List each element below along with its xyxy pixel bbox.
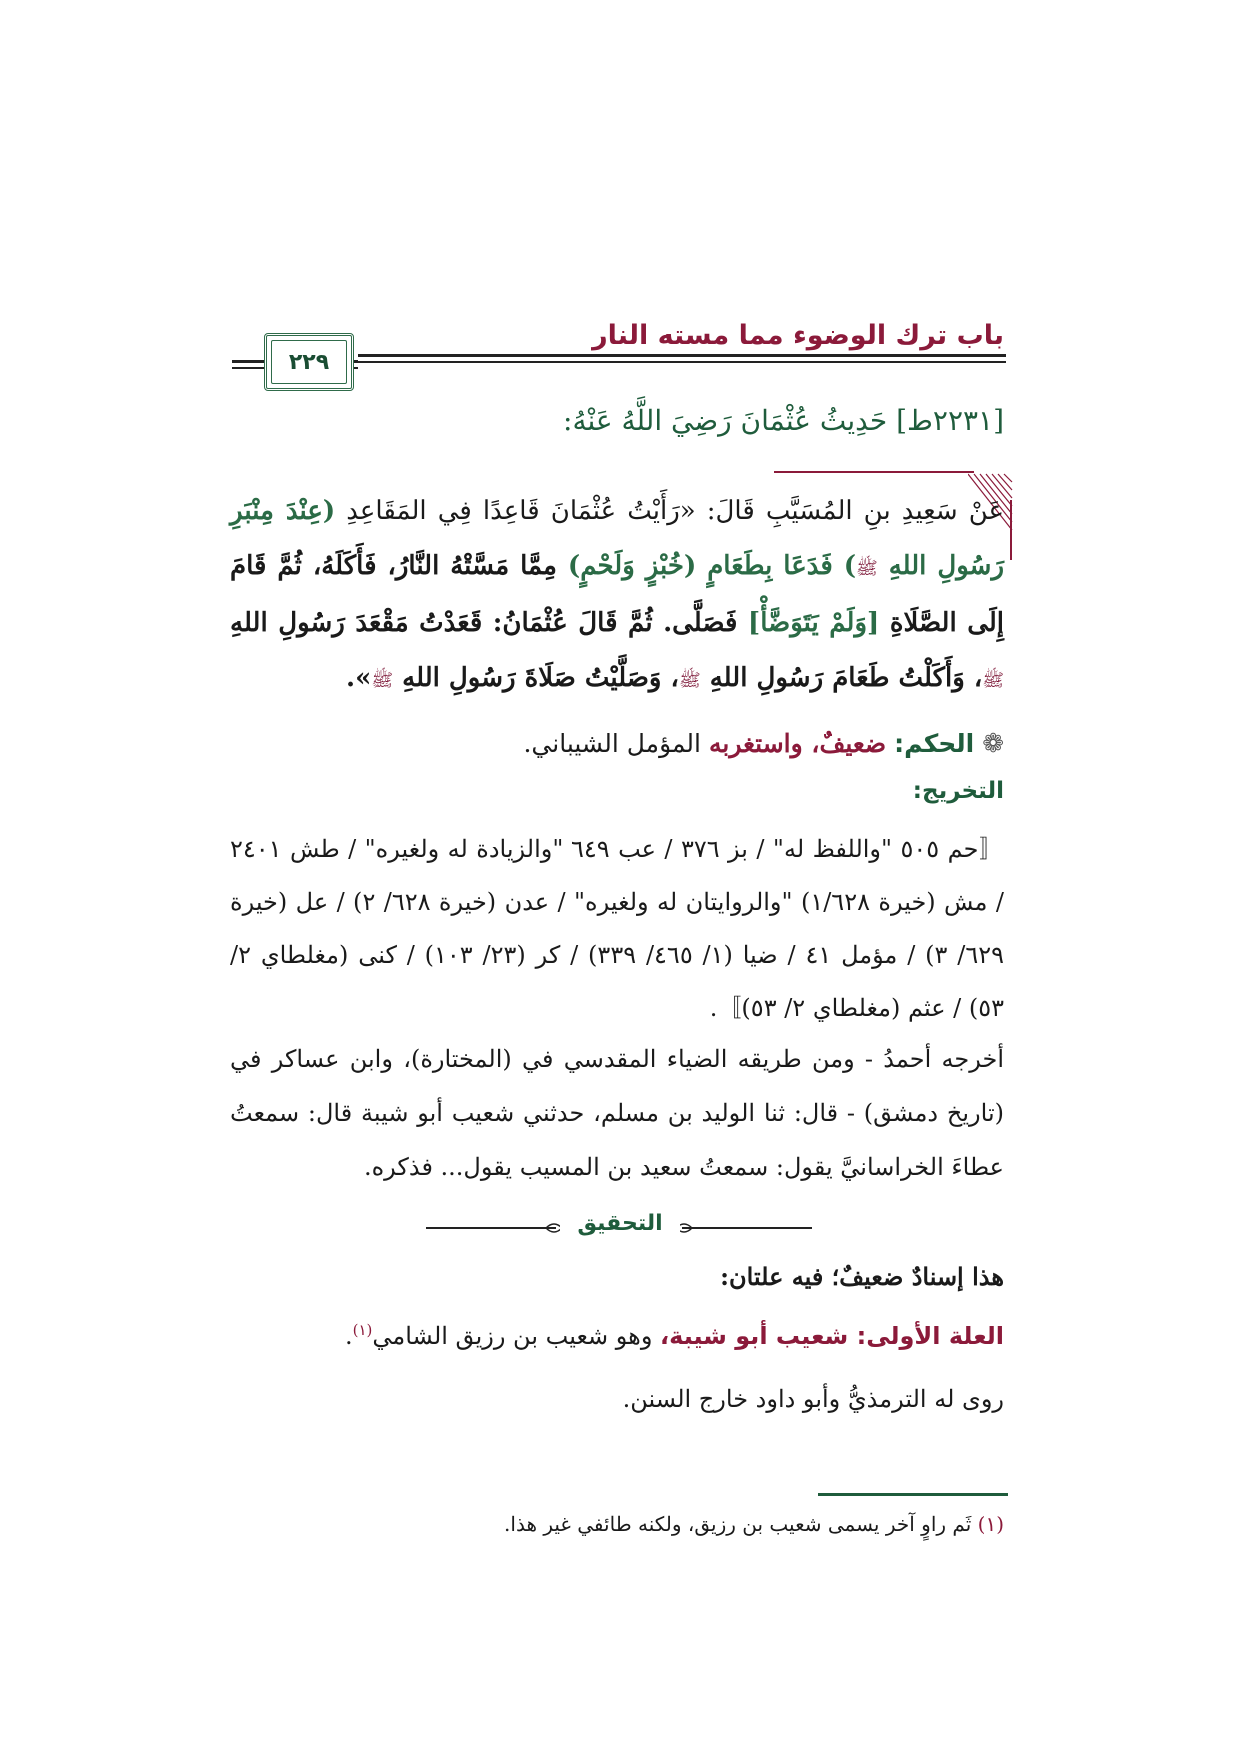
hukm-text: المؤمل الشيباني. (523, 729, 709, 758)
matn-text: مِمَّا مَسَّتْهُ النَّارُ، فَأَكَلَهُ، ثُمَّ قَامَ إِلَى الصَّلَاةِ (230, 551, 1005, 638)
salawat-glyph: ﷺ (371, 670, 394, 691)
rawa-line: روى له الترمذيُّ وأبو داود خارج السنن. (622, 1385, 1004, 1413)
ikhraj-paragraph: أخرجه أحمدُ - ومن طريقه الضياء المقدسي في (المختارة)، وابن عساكر في (تاريخ دمشق) - قال: ثنا الوليد بن مسلم، حدثني شعيب أبو شيبة قال: سمعتُ عطاءَ الخراسانيَّ يقول: سمعتُ سعيد بن المسيب يقول... فذكره. (230, 1045, 1004, 1181)
hadith-matn (230, 484, 1004, 708)
salawat-glyph: ﷺ (678, 670, 701, 691)
ornament-line (1010, 500, 1012, 560)
ornament-line (774, 471, 974, 473)
illa-first (230, 1321, 1004, 1350)
matn-text: عَنْ سَعِيدِ بنِ المُسَيَّبِ قَالَ: «رَأَيْتُ عُثْمَانَ قَاعِدًا فِي المَقَاعِدِ (335, 496, 1005, 526)
flower-icon: ❁ (982, 729, 1004, 759)
hukm-line (230, 722, 1004, 766)
matn-text: ». (346, 663, 372, 693)
footnote (230, 1512, 1004, 1536)
header-rule (358, 354, 1006, 357)
header-rule (358, 361, 1006, 363)
hukm-label: الحكم: (894, 729, 975, 758)
matn-text: ، وَصَلَّيْتُ صَلَاةَ رَسُولِ اللهِ (393, 663, 679, 693)
footnote-text: ثَم راوٍ آخر يسمى شعيب بن رزيق، ولكنه طائفي غير هذا. (504, 1512, 978, 1536)
illa-label: العلة الأولى: شعيب أبو شيبة، (660, 1322, 1004, 1350)
matn-variant: ) فَدَعَا بِطَعَامٍ (696, 551, 857, 581)
hadith-title: [٢٢٣١ط] حَدِيثُ عُثْمَانَ رَضِيَ اللَّهُ عَنْهُ: (563, 404, 1004, 437)
salawat-glyph: ﷺ (856, 558, 878, 579)
footnote-rule (818, 1493, 1008, 1496)
chapter-title: باب ترك الوضوء مما مسته النار (592, 320, 1004, 351)
footnote-ref[interactable]: (١) (352, 1321, 373, 1339)
salawat-glyph: ﷺ (982, 670, 1004, 691)
page-number-text: ٢٢٩ (288, 349, 330, 375)
takhrij-text: 〚حم ٥٠٥ "واللفظ له" / بز ٣٧٦ / عب ٦٤٩ "والزيادة له ولغيره" / طش ٢٤٠١ / مش (خيرة ١/٦٢٨) "والروايتان له ولغيره" / عدن (خيرة ٦٢٨/ ٢) / عل (خيرة ٦٢٩/ ٣) / مؤمل ٤١ / ضيا (١/ ٤٦٥/ ٣٣٩) / كر (٢٣/ ١٠٣) / كنى (مغلطاي ٢/ ٥٣) / عثم (مغلطاي ٢/ ٥٣)〛. (230, 835, 1005, 1022)
footnote-number: (١) (977, 1512, 1004, 1536)
matn-text: فَصَلَّى. ثُمَّ قَالَ عُثْمَانُ: قَعَدْتُ مَقْعَدَ رَسُولِ اللهِ (230, 608, 748, 638)
matn-variant: [وَلَمْ يَتَوَضَّأْ] (747, 608, 880, 638)
tahqiq-heading: التحقيق (560, 1211, 680, 1236)
takhrij-heading: التخريج: (912, 778, 1004, 804)
illa-text: وهو شعيب بن رزيق الشامي (372, 1322, 661, 1350)
page-number (264, 333, 354, 391)
illa-end: . (344, 1322, 353, 1350)
matn-text: ، وَأَكَلْتُ طَعَامَ رَسُولِ اللهِ (700, 663, 983, 693)
matn-variant: (خُبْزٍ وَلَحْمٍ) (567, 551, 697, 581)
hukm-verdict: ضعيفٌ، واستغربه (708, 729, 887, 758)
isnad-line: هذا إسنادٌ ضعيفٌ؛ فيه علتان: (720, 1262, 1004, 1291)
matn-variant: (عِنْدَ مِنْبَرِ رَسُولِ اللهِ (230, 496, 1005, 581)
